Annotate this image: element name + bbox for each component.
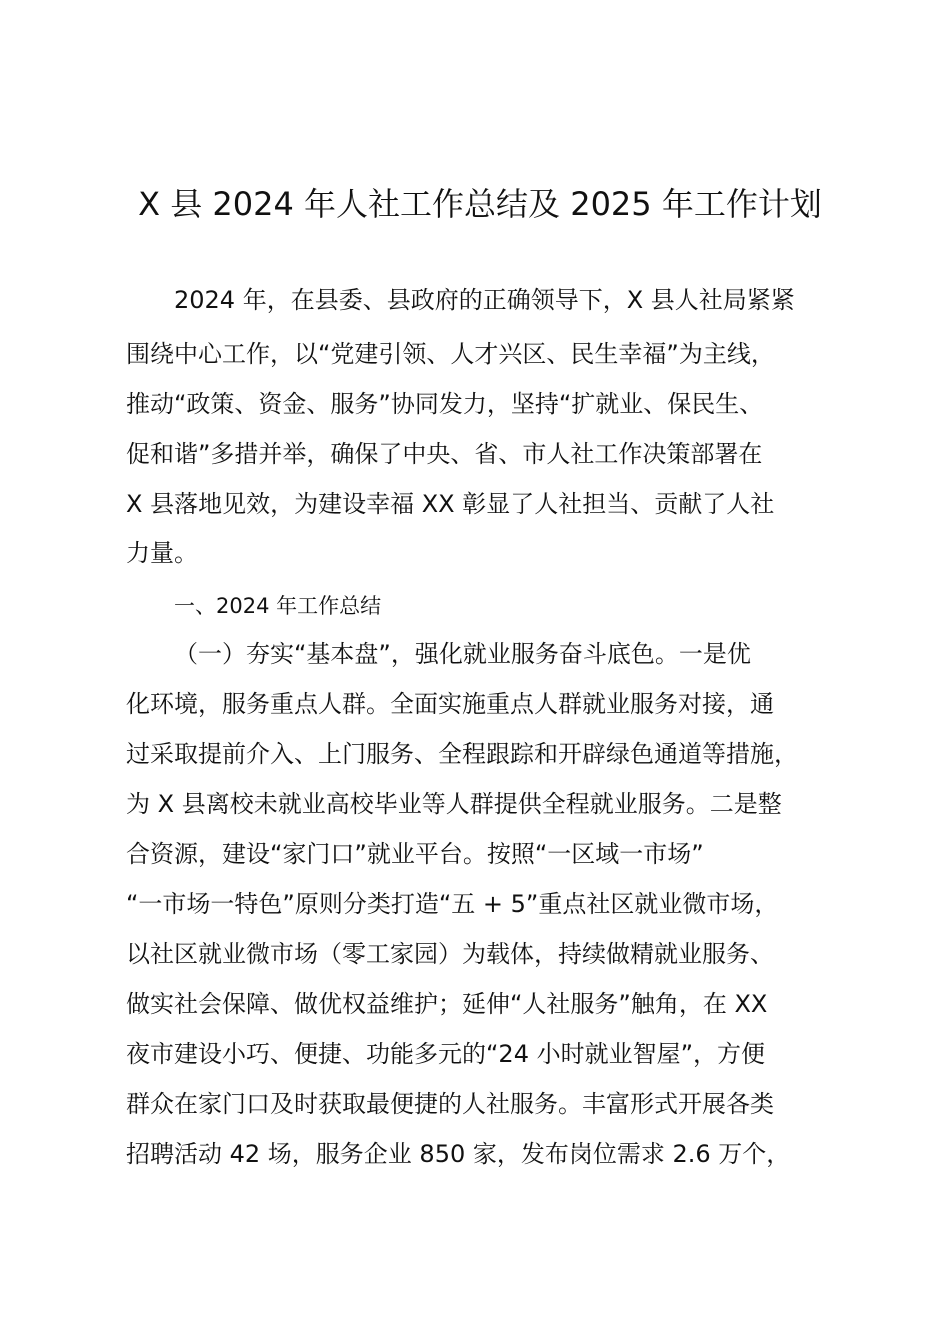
section-line: 化环境，服务重点人群。全面实施重点人群就业服务对接，通 [126, 690, 774, 718]
intro-line: 推动“政策、资金、服务”协同发力，坚持“扩就业、保民生、 [126, 390, 764, 418]
section-line: 合资源，建设“家门口”就业平台。按照“一区域一市场” [126, 840, 704, 868]
intro-line: 2024 年，在县委、县政府的正确领导下，X 县人社局紧紧 [174, 286, 795, 314]
section-line: （一）夯实“基本盘”，强化就业服务奋斗底色。一是优 [174, 640, 751, 668]
section-line: 群众在家门口及时获取最便捷的人社服务。丰富形式开展各类 [126, 1090, 774, 1118]
section-line: “一市场一特色”原则分类打造“五 + 5”重点社区就业微市场， [126, 890, 779, 918]
section-line: 夜市建设小巧、便捷、功能多元的“24 小时就业智屋”，方便 [126, 1040, 766, 1068]
section-line: 为 X 县离校未就业高校毕业等人群提供全程就业服务。二是整 [126, 790, 782, 818]
intro-line: X 县落地见效，为建设幸福 XX 彰显了人社担当、贡献了人社 [126, 490, 775, 518]
intro-line: 围绕中心工作，以“党建引领、人才兴区、民生幸福”为主线， [126, 340, 775, 368]
section-line: 做实社会保障、做优权益维护；延伸“人社服务”触角，在 XX [126, 990, 768, 1018]
document-title: X 县 2024 年人社工作总结及 2025 年工作计划 [138, 185, 822, 223]
section-heading: 一、2024 年工作总结 [174, 594, 382, 618]
section-line: 以社区就业微市场（零工家园）为载体，持续做精就业服务、 [126, 940, 774, 968]
intro-line: 力量。 [126, 539, 198, 567]
intro-line: 促和谐”多措并举，确保了中央、省、市人社工作决策部署在 [126, 440, 763, 468]
section-line: 过采取提前介入、上门服务、全程跟踪和开辟绿色通道等措施， [126, 740, 798, 768]
section-line: 招聘活动 42 场，服务企业 850 家，发布岗位需求 2.6 万个， [126, 1140, 791, 1168]
